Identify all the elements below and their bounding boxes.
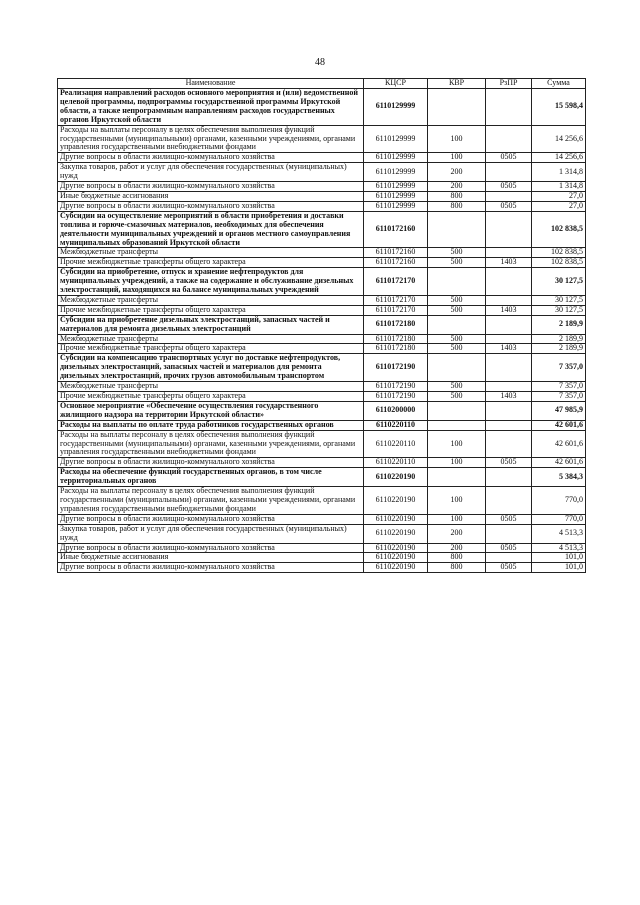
- table-header-row: [58, 79, 586, 89]
- row-sum-cell: 102 838,5: [532, 248, 586, 258]
- table-row: [58, 153, 586, 163]
- row-rzpr-cell: [486, 334, 532, 344]
- row-rzpr-cell: 1403: [486, 305, 532, 315]
- row-kvr-cell: 500: [428, 305, 486, 315]
- row-name-cell: Межбюджетные трансферты: [58, 295, 364, 305]
- header-rzpr: РзПР: [486, 79, 532, 89]
- table-row: [58, 487, 586, 515]
- row-rzpr-cell: [486, 315, 532, 334]
- row-name-cell: Реализация направлений расходов основного мероприятия и (или) ведомственной целевой программы, подпрограммы государственной программы Иркутской области, а также непрограммным направлениям расходов государственных органов Иркутской области: [58, 89, 364, 126]
- row-kcsr-cell: 6110172190: [364, 382, 428, 392]
- row-sum-cell: 770,0: [532, 487, 586, 515]
- row-name-cell: Другие вопросы в области жилищно-коммунального хозяйства: [58, 458, 364, 468]
- row-sum-cell: 4 513,3: [532, 543, 586, 553]
- header-name: Наименование: [58, 79, 364, 89]
- table-row: [58, 89, 586, 126]
- row-kvr-cell: 800: [428, 563, 486, 573]
- row-sum-cell: 2 189,9: [532, 334, 586, 344]
- row-kvr-cell: 500: [428, 248, 486, 258]
- row-name-cell: Другие вопросы в области жилищно-коммунального хозяйства: [58, 201, 364, 211]
- table-row: [58, 201, 586, 211]
- row-kvr-cell: 200: [428, 524, 486, 543]
- row-sum-cell: 4 513,3: [532, 524, 586, 543]
- header-kvr: КВР: [428, 79, 486, 89]
- row-kcsr-cell: 6110129999: [364, 163, 428, 182]
- row-name-cell: Закупка товаров, работ и услуг для обеспечения государственных (муниципальных) нужд: [58, 163, 364, 182]
- row-rzpr-cell: 0505: [486, 514, 532, 524]
- row-rzpr-cell: 1403: [486, 392, 532, 402]
- row-rzpr-cell: [486, 191, 532, 201]
- row-name-cell: Субсидии на приобретение, отпуск и хранение нефтепродуктов для муниципальных учреждений, а также на содержание и обслуживание дизельных электростанций, находящихся на балансе муниципальных учреждений: [58, 268, 364, 296]
- page-number: 48: [315, 57, 325, 68]
- row-sum-cell: 27,0: [532, 201, 586, 211]
- table-row: [58, 182, 586, 192]
- row-kvr-cell: 500: [428, 295, 486, 305]
- row-kvr-cell: 800: [428, 553, 486, 563]
- row-name-cell: Субсидии на компенсацию транспортных услуг по доставке нефтепродуктов, дизельных электростанций, запасных частей и материалов для ремонта дизельных электростанций, прочих грузов автомобильным транспортом: [58, 354, 364, 382]
- row-kcsr-cell: 6110129999: [364, 153, 428, 163]
- table-row: [58, 553, 586, 563]
- row-sum-cell: 7 357,0: [532, 354, 586, 382]
- row-kcsr-cell: 6110220190: [364, 487, 428, 515]
- row-kvr-cell: [428, 211, 486, 248]
- table-row: [58, 514, 586, 524]
- row-kcsr-cell: 6110220110: [364, 458, 428, 468]
- row-name-cell: Другие вопросы в области жилищно-коммунального хозяйства: [58, 543, 364, 553]
- row-kcsr-cell: 6110129999: [364, 89, 428, 126]
- row-kvr-cell: [428, 315, 486, 334]
- row-name-cell: Расходы на обеспечение функций государственных органов, в том числе территориальных органов: [58, 468, 364, 487]
- row-rzpr-cell: [486, 163, 532, 182]
- row-name-cell: Межбюджетные трансферты: [58, 248, 364, 258]
- row-kvr-cell: 100: [428, 125, 486, 153]
- row-kcsr-cell: 6110220110: [364, 420, 428, 430]
- row-kvr-cell: 200: [428, 543, 486, 553]
- row-kvr-cell: 800: [428, 201, 486, 211]
- row-kvr-cell: 100: [428, 153, 486, 163]
- row-rzpr-cell: 0505: [486, 543, 532, 553]
- row-kvr-cell: 100: [428, 458, 486, 468]
- row-name-cell: Другие вопросы в области жилищно-коммунального хозяйства: [58, 563, 364, 573]
- row-sum-cell: 102 838,5: [532, 258, 586, 268]
- row-name-cell: Иные бюджетные ассигнования: [58, 553, 364, 563]
- row-kcsr-cell: 6110220190: [364, 468, 428, 487]
- row-kvr-cell: 500: [428, 334, 486, 344]
- row-sum-cell: 7 357,0: [532, 392, 586, 402]
- row-rzpr-cell: 1403: [486, 344, 532, 354]
- row-rzpr-cell: [486, 354, 532, 382]
- row-kcsr-cell: 6110172170: [364, 305, 428, 315]
- row-kvr-cell: 200: [428, 163, 486, 182]
- row-sum-cell: 1 314,8: [532, 163, 586, 182]
- row-kcsr-cell: 6110220190: [364, 543, 428, 553]
- table-row: [58, 392, 586, 402]
- row-kvr-cell: [428, 89, 486, 126]
- row-kcsr-cell: 6110220190: [364, 553, 428, 563]
- row-sum-cell: 7 357,0: [532, 382, 586, 392]
- row-name-cell: Закупка товаров, работ и услуг для обеспечения государственных (муниципальных) нужд: [58, 524, 364, 543]
- table-row: [58, 382, 586, 392]
- row-name-cell: Прочие межбюджетные трансферты общего характера: [58, 344, 364, 354]
- row-kvr-cell: [428, 420, 486, 430]
- row-name-cell: Основное мероприятие «Обеспечение осуществления государственного жилищного надзора на территории Иркутской области»: [58, 401, 364, 420]
- row-sum-cell: 14 256,6: [532, 153, 586, 163]
- row-kcsr-cell: 6110220190: [364, 524, 428, 543]
- row-sum-cell: 2 189,9: [532, 315, 586, 334]
- row-rzpr-cell: [486, 524, 532, 543]
- table-row: [58, 524, 586, 543]
- row-sum-cell: 101,0: [532, 563, 586, 573]
- table-row: [58, 295, 586, 305]
- row-kcsr-cell: 6110220110: [364, 430, 428, 458]
- row-sum-cell: 47 985,9: [532, 401, 586, 420]
- row-kcsr-cell: 6110172170: [364, 295, 428, 305]
- row-name-cell: Расходы на выплаты по оплате труда работников государственных органов: [58, 420, 364, 430]
- table-row: [58, 268, 586, 296]
- row-kcsr-cell: 6110172160: [364, 211, 428, 248]
- row-sum-cell: 30 127,5: [532, 305, 586, 315]
- row-sum-cell: 2 189,9: [532, 344, 586, 354]
- row-rzpr-cell: 1403: [486, 258, 532, 268]
- row-rzpr-cell: [486, 295, 532, 305]
- row-kcsr-cell: 6110129999: [364, 182, 428, 192]
- row-kcsr-cell: 6110220190: [364, 514, 428, 524]
- row-kvr-cell: 500: [428, 392, 486, 402]
- row-rzpr-cell: 0505: [486, 201, 532, 211]
- row-rzpr-cell: [486, 401, 532, 420]
- row-rzpr-cell: [486, 89, 532, 126]
- table-body: [58, 89, 586, 573]
- row-sum-cell: 101,0: [532, 553, 586, 563]
- table-row: [58, 430, 586, 458]
- table-row: [58, 354, 586, 382]
- row-sum-cell: 42 601,6: [532, 420, 586, 430]
- table-row: [58, 305, 586, 315]
- table-row: [58, 334, 586, 344]
- row-sum-cell: 102 838,5: [532, 211, 586, 248]
- row-rzpr-cell: 0505: [486, 182, 532, 192]
- row-rzpr-cell: [486, 468, 532, 487]
- row-rzpr-cell: [486, 420, 532, 430]
- table-row: [58, 258, 586, 268]
- row-kvr-cell: 800: [428, 191, 486, 201]
- table-row: [58, 248, 586, 258]
- row-rzpr-cell: [486, 382, 532, 392]
- table-row: [58, 211, 586, 248]
- header-sum: Сумма: [532, 79, 586, 89]
- row-sum-cell: 27,0: [532, 191, 586, 201]
- row-kcsr-cell: 6110172160: [364, 248, 428, 258]
- row-kcsr-cell: 6110129999: [364, 125, 428, 153]
- row-kcsr-cell: 6110220190: [364, 563, 428, 573]
- row-sum-cell: 15 598,4: [532, 89, 586, 126]
- row-sum-cell: 42 601,6: [532, 458, 586, 468]
- row-kvr-cell: 100: [428, 487, 486, 515]
- row-name-cell: Прочие межбюджетные трансферты общего характера: [58, 305, 364, 315]
- row-name-cell: Расходы на выплаты персоналу в целях обеспечения выполнения функций государственными (муниципальными) органами, казенными учреждениями, органами управления государственными внебюджетными фондами: [58, 125, 364, 153]
- row-rzpr-cell: [486, 430, 532, 458]
- table-row: [58, 401, 586, 420]
- row-kcsr-cell: 6110172190: [364, 354, 428, 382]
- row-sum-cell: 5 384,3: [532, 468, 586, 487]
- row-kcsr-cell: 6110200000: [364, 401, 428, 420]
- row-name-cell: Прочие межбюджетные трансферты общего характера: [58, 258, 364, 268]
- budget-table: [57, 78, 586, 573]
- row-name-cell: Другие вопросы в области жилищно-коммунального хозяйства: [58, 514, 364, 524]
- row-rzpr-cell: [486, 248, 532, 258]
- row-rzpr-cell: [486, 487, 532, 515]
- row-name-cell: Субсидии на осуществление мероприятий в области приобретения и доставки топлива и горюче-смазочных материалов, необходимых для обеспечения деятельности муниципальных учреждений и органов местного самоуправления муниципальных образований Иркутской области: [58, 211, 364, 248]
- row-kcsr-cell: 6110129999: [364, 191, 428, 201]
- table-row: [58, 315, 586, 334]
- table-row: [58, 458, 586, 468]
- table-row: [58, 543, 586, 553]
- row-sum-cell: 42 601,6: [532, 430, 586, 458]
- row-kvr-cell: [428, 268, 486, 296]
- table-row: [58, 468, 586, 487]
- row-name-cell: Расходы на выплаты персоналу в целях обеспечения выполнения функций государственными (муниципальными) органами, казенными учреждениями, органами управления государственными внебюджетными фондами: [58, 487, 364, 515]
- row-kcsr-cell: 6110172180: [364, 344, 428, 354]
- row-kcsr-cell: 6110172170: [364, 268, 428, 296]
- row-name-cell: Другие вопросы в области жилищно-коммунального хозяйства: [58, 153, 364, 163]
- row-sum-cell: 30 127,5: [532, 295, 586, 305]
- row-rzpr-cell: 0505: [486, 563, 532, 573]
- table-row: [58, 420, 586, 430]
- header-kcsr: КЦСР: [364, 79, 428, 89]
- row-sum-cell: 30 127,5: [532, 268, 586, 296]
- row-kcsr-cell: 6110172160: [364, 258, 428, 268]
- table-row: [58, 163, 586, 182]
- row-kcsr-cell: 6110172190: [364, 392, 428, 402]
- row-kvr-cell: 500: [428, 382, 486, 392]
- row-name-cell: Другие вопросы в области жилищно-коммунального хозяйства: [58, 182, 364, 192]
- row-kvr-cell: [428, 468, 486, 487]
- row-rzpr-cell: [486, 211, 532, 248]
- table-row: [58, 563, 586, 573]
- row-kcsr-cell: 6110129999: [364, 201, 428, 211]
- row-name-cell: Межбюджетные трансферты: [58, 382, 364, 392]
- row-kcsr-cell: 6110172180: [364, 334, 428, 344]
- row-rzpr-cell: [486, 268, 532, 296]
- row-rzpr-cell: 0505: [486, 153, 532, 163]
- table-row: [58, 191, 586, 201]
- row-sum-cell: 770,0: [532, 514, 586, 524]
- row-name-cell: Прочие межбюджетные трансферты общего характера: [58, 392, 364, 402]
- table-row: [58, 344, 586, 354]
- row-kvr-cell: 200: [428, 182, 486, 192]
- row-name-cell: Иные бюджетные ассигнования: [58, 191, 364, 201]
- row-kvr-cell: 500: [428, 344, 486, 354]
- row-kvr-cell: 100: [428, 514, 486, 524]
- row-name-cell: Расходы на выплаты персоналу в целях обеспечения выполнения функций государственными (муниципальными) органами, казенными учреждениями, органами управления государственными внебюджетными фондами: [58, 430, 364, 458]
- row-kvr-cell: 100: [428, 430, 486, 458]
- row-kvr-cell: [428, 354, 486, 382]
- row-rzpr-cell: [486, 553, 532, 563]
- row-name-cell: Межбюджетные трансферты: [58, 334, 364, 344]
- row-sum-cell: 1 314,8: [532, 182, 586, 192]
- row-rzpr-cell: 0505: [486, 458, 532, 468]
- row-rzpr-cell: [486, 125, 532, 153]
- table-row: [58, 125, 586, 153]
- row-kcsr-cell: 6110172180: [364, 315, 428, 334]
- row-kvr-cell: [428, 401, 486, 420]
- row-sum-cell: 14 256,6: [532, 125, 586, 153]
- row-kvr-cell: 500: [428, 258, 486, 268]
- row-name-cell: Субсидии на приобретение дизельных электростанций, запасных частей и материалов для ремонта дизельных электростанций: [58, 315, 364, 334]
